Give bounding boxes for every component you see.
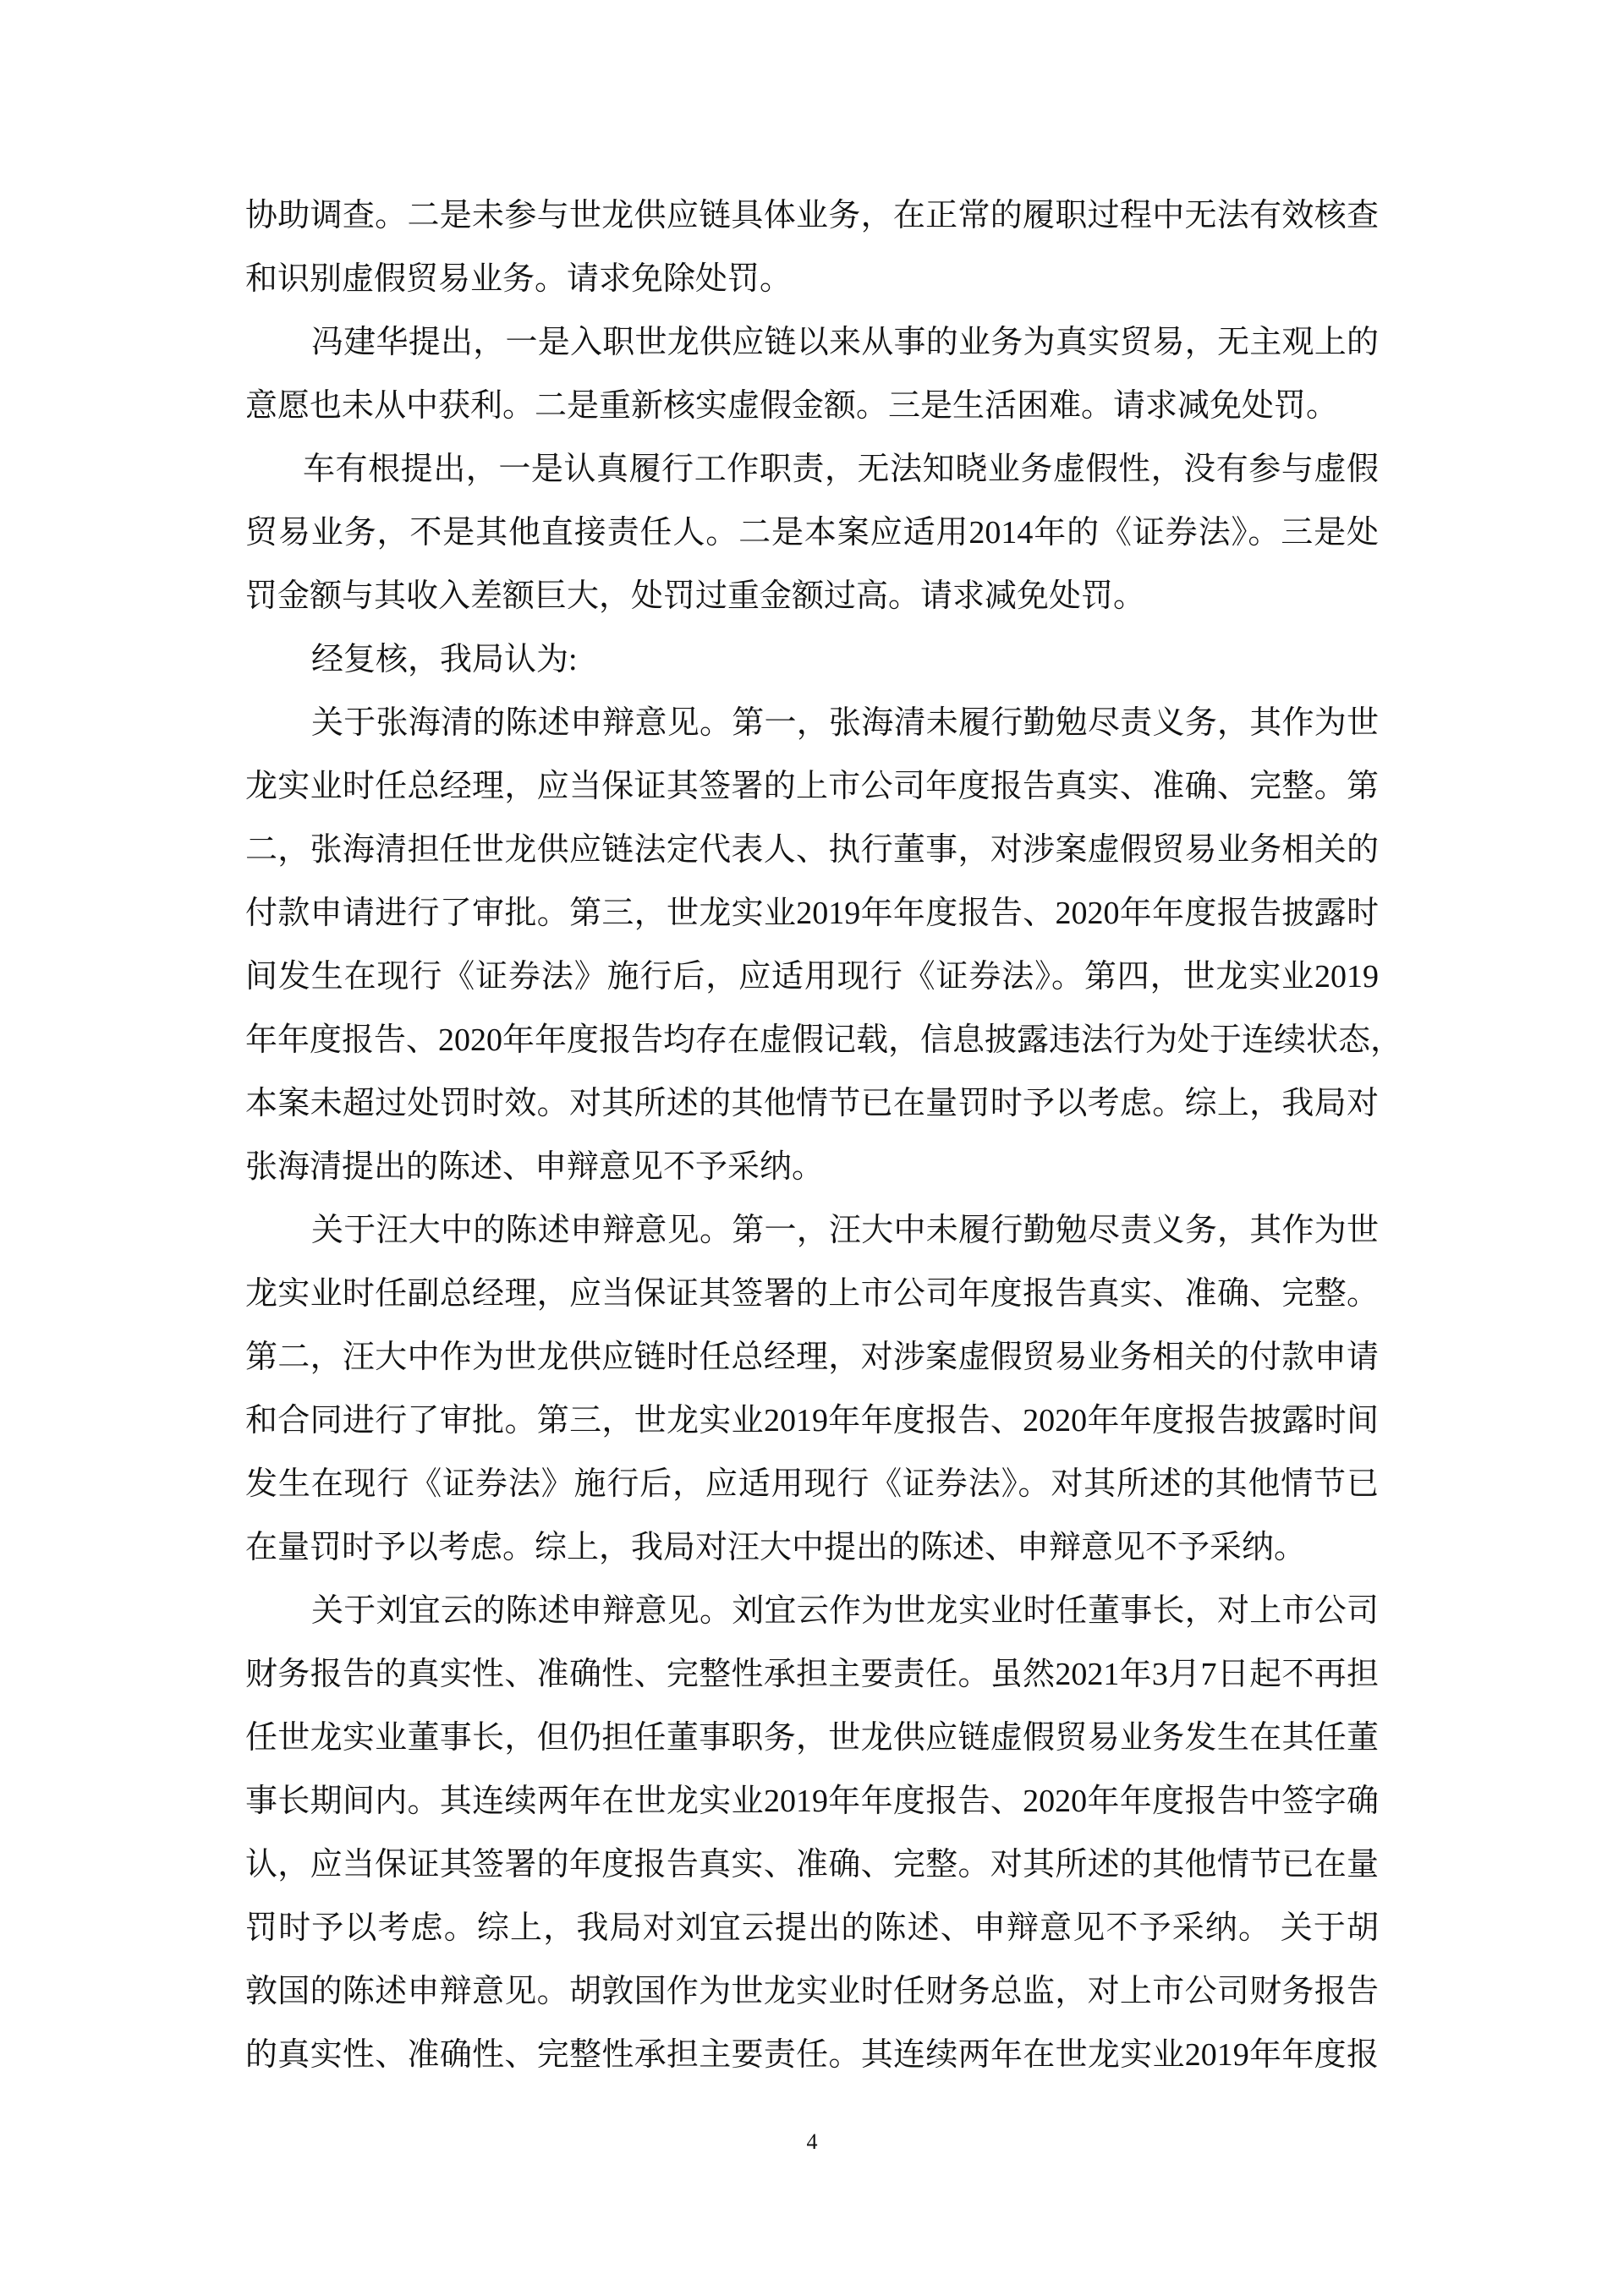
paragraph-continuation (245, 184, 1379, 311)
text-line: 意愿也未从中获利。二是重新核实虚假金额。三是生活困难。请求减免处罚。 (245, 388, 1339, 424)
text-line: 认，应当保证其签署的年度报告真实、准确、完整。对其所述的其他情节已在量 (245, 1847, 1379, 1882)
text-line: 罚金额与其收入差额巨大，处罚过重金额过高。请求减免处罚。 (245, 578, 1146, 614)
paragraph-che-yougen-statement (245, 438, 1379, 628)
text-line: 车有根提出，一是认真履行工作职责，无法知晓业务虚假性，没有参与虚假 (303, 452, 1379, 487)
text-line: 和合同进行了审批。第三，世龙实业2019年年度报告、2020年年度报告披露时间 (245, 1403, 1379, 1438)
text-line: 二，张海清担任世龙供应链法定代表人、执行董事，对涉案虚假贸易业务相关的 (245, 832, 1379, 868)
paragraph-feng-jianhua-statement (245, 311, 1379, 438)
text-line: 和识别虚假贸易业务。请求免除处罚。 (245, 261, 793, 297)
text-line: 贸易业务，不是其他直接责任人。二是本案应适用2014年的《证券法》。三是处 (245, 515, 1379, 551)
page-number: 4 (806, 2129, 818, 2154)
text-line: 发生在现行《证券法》施行后，应适用现行《证券法》。对其所述的其他情节已 (245, 1466, 1379, 1502)
text-line: 关于刘宜云的陈述申辩意见。刘宜云作为世龙实业时任董事长，对上市公司 (311, 1593, 1379, 1629)
text-line: 龙实业时任总经理，应当保证其签署的上市公司年度报告真实、准确、完整。第 (245, 769, 1379, 804)
text-line: 罚时予以考虑。综上，我局对刘宜云提出的陈述、申辩意见不予采纳。 关于胡 (245, 1910, 1379, 1946)
text-line: 本案未超过处罚时效。对其所述的其他情节已在量罚时予以考虑。综上，我局对 (245, 1086, 1379, 1121)
text-line: 财务报告的真实性、准确性、完整性承担主要责任。虽然2021年3月7日起不再担 (245, 1657, 1379, 1692)
text-line: 关于汪大中的陈述申辩意见。第一，汪大中未履行勤勉尽责义务，其作为世 (311, 1213, 1379, 1248)
text-line: 在量罚时予以考虑。综上，我局对汪大中提出的陈述、申辩意见不予采纳。 (245, 1530, 1307, 1565)
text-line: 关于张海清的陈述申辩意见。第一，张海清未履行勤勉尽责义务，其作为世 (311, 705, 1379, 741)
text-line: 年年度报告、2020年年度报告均存在虚假记载，信息披露违法行为处于连续状态， (245, 1022, 1403, 1058)
text-line: 付款申请进行了审批。第三，世龙实业2019年年度报告、2020年年度报告披露时 (245, 896, 1379, 931)
paragraph-review-intro (245, 628, 1379, 692)
paragraph-wang-dazhong-ruling (245, 1199, 1379, 1580)
text-line: 龙实业时任副总经理，应当保证其签署的上市公司年度报告真实、准确、完整。 (245, 1276, 1379, 1312)
paragraph-liu-yiyun-hu-dunguo-ruling (245, 1580, 1379, 2087)
text-line: 第二，汪大中作为世龙供应链时任总经理，对涉案虚假贸易业务相关的付款申请 (245, 1340, 1379, 1375)
text-line: 事长期间内。其连续两年在世龙实业2019年年度报告、2020年年度报告中签字确 (245, 1784, 1379, 1819)
text-line: 的真实性、准确性、完整性承担主要责任。其连续两年在世龙实业2019年年度报 (245, 2037, 1379, 2073)
paragraph-zhang-haiqing-ruling (245, 692, 1403, 1199)
document-body (245, 184, 1403, 2087)
text-line: 敦国的陈述申辩意见。胡敦国作为世龙实业时任财务总监，对上市公司财务报告 (245, 1974, 1379, 2009)
text-line: 冯建华提出，一是入职世龙供应链以来从事的业务为真实贸易，无主观上的 (311, 325, 1379, 360)
text-line: 经复核，我局认为: (311, 642, 578, 677)
text-line: 张海清提出的陈述、申辩意见不予采纳。 (245, 1149, 825, 1185)
text-line: 间发生在现行《证券法》施行后，应适用现行《证券法》。第四，世龙实业2019 (245, 959, 1379, 995)
text-line: 协助调查。二是未参与世龙供应链具体业务，在正常的履职过程中无法有效核查 (245, 198, 1379, 233)
text-line: 任世龙实业董事长，但仍担任董事职务，世龙供应链虚假贸易业务发生在其任董 (245, 1720, 1379, 1756)
